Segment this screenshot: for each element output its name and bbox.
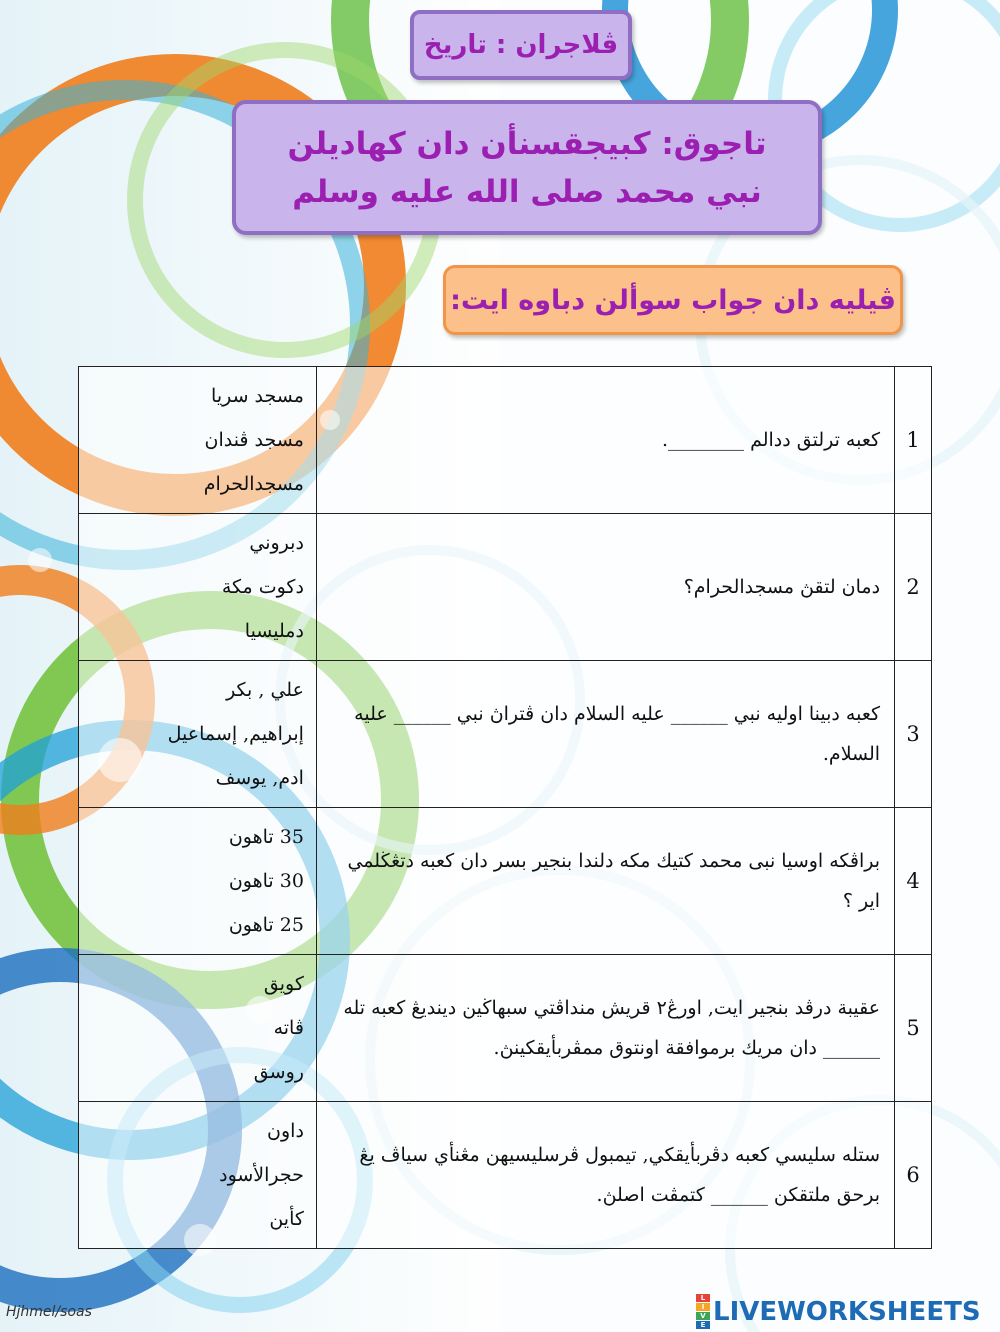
- question-number: 6: [895, 1102, 932, 1249]
- answer-option[interactable]: 25 تاهون: [228, 914, 304, 936]
- brand-logo-letter: L: [696, 1294, 710, 1302]
- question-number: 3: [895, 661, 932, 808]
- liveworksheets-logo: [696, 1294, 981, 1329]
- brand-name: LIVEWORKSHEETS: [713, 1296, 981, 1327]
- author-credit: Hjhmel/soas: [6, 1304, 92, 1320]
- question-number: 2: [895, 514, 932, 661]
- brand-logo-letter: I: [696, 1303, 710, 1311]
- answer-option[interactable]: دبروني: [249, 532, 304, 554]
- answer-option[interactable]: ادم, يوسف: [215, 767, 304, 789]
- subject-title: ڤلاجران : تاريخ: [410, 10, 632, 80]
- question-row: [79, 661, 932, 808]
- question-row: [79, 955, 932, 1102]
- answer-options: [79, 1102, 317, 1249]
- answer-option[interactable]: مسجدالحرام: [203, 473, 304, 495]
- question-text: كعبه ترلتق ددالم ________.: [316, 367, 894, 514]
- answer-option[interactable]: إبراهيم, إسماعيل: [167, 723, 304, 745]
- question-row: [79, 514, 932, 661]
- question-number: 4: [895, 808, 932, 955]
- question-text: كعبه دبينا اوليه نبي ______ عليه السلام دان ڤتراڽ نبي ______ عليه السلام.: [316, 661, 894, 808]
- answer-option[interactable]: روسق: [253, 1061, 304, 1083]
- answer-option[interactable]: ڤاته: [273, 1017, 304, 1039]
- question-text: ستله سليسي كعبه دڤربأيقكي, تيمبول ڤرسليسيهن مڠنأي سياڤ يڠ برحق ملتقكن ______ كتمڤت اصلڽ.: [316, 1102, 894, 1249]
- answer-options: [79, 955, 317, 1102]
- answer-option[interactable]: علي , بكر: [226, 679, 304, 701]
- question-text: دمان لتقڽ مسجدالحرام؟: [316, 514, 894, 661]
- question-text: براڤكه اوسيا نبى محمد كتيك مكه دلندا بنجير بسر دان كعبه دتڠڬلمي اير ؟: [316, 808, 894, 955]
- question-number: 5: [895, 955, 932, 1102]
- instruction-banner: ڤيليه دان جواب سوألن دباوه ايت:: [443, 265, 903, 335]
- answer-options: [79, 514, 317, 661]
- answer-options: [79, 808, 317, 955]
- answer-option[interactable]: حجرالأسود: [219, 1164, 304, 1186]
- answer-option[interactable]: داون: [267, 1120, 304, 1142]
- answer-option[interactable]: دكوت مكة: [221, 576, 304, 598]
- answer-option[interactable]: كويق: [263, 973, 304, 995]
- brand-logo-icon: [696, 1294, 710, 1329]
- answer-option[interactable]: 35 تاهون: [228, 826, 304, 848]
- answer-option[interactable]: مسجد ڤندان: [204, 429, 304, 451]
- answer-options: [79, 367, 317, 514]
- question-number: 1: [895, 367, 932, 514]
- question-table-body: [79, 367, 932, 1249]
- answer-option[interactable]: كأين: [269, 1208, 304, 1230]
- question-row: [79, 367, 932, 514]
- topic-title: تاجوق: كبيجقسنأن دان كهاديلن نبي محمد صلى الله عليه وسلم: [232, 100, 822, 235]
- answer-options: [79, 661, 317, 808]
- brand-logo-letter: V: [696, 1312, 710, 1320]
- answer-option[interactable]: دمليسيا: [244, 620, 304, 642]
- question-text: عقيبة درڤد بنجير ايت, اورڠ٢ قريش منداڤتي سبهاڬين دينديڠ كعبه تله ______ دان مريك برموافقة اونتوق ممڤربأيقكينڽ.: [316, 955, 894, 1102]
- question-table: [78, 366, 932, 1249]
- question-row: [79, 808, 932, 955]
- brand-logo-letter: E: [696, 1321, 710, 1329]
- question-row: [79, 1102, 932, 1249]
- answer-option[interactable]: 30 تاهون: [228, 870, 304, 892]
- answer-option[interactable]: مسجد سريا: [211, 385, 304, 407]
